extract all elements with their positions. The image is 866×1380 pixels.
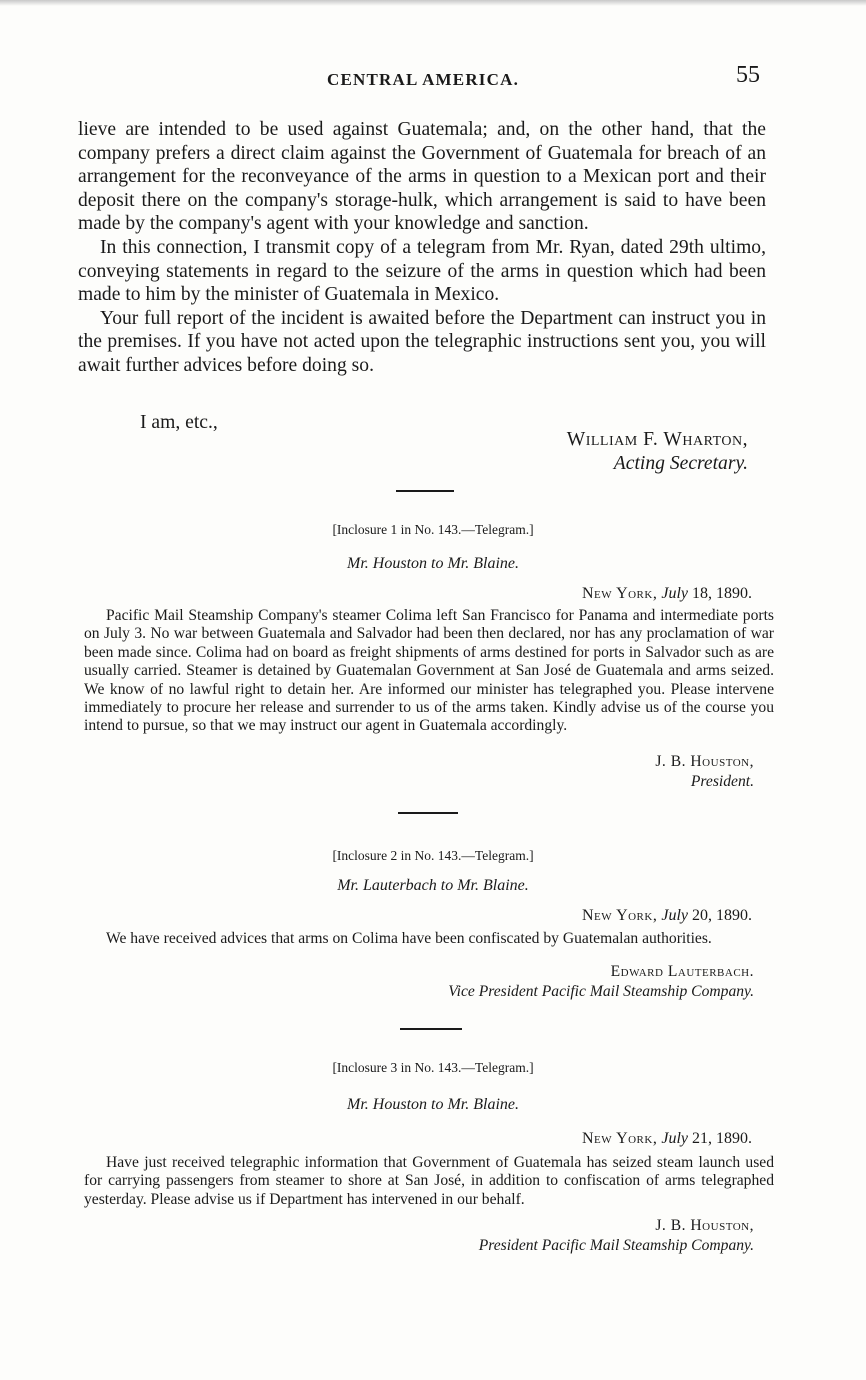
inclosure-1-signature <box>655 752 754 792</box>
signer-name: Edward Lauterbach. <box>610 963 754 980</box>
signer-name: J. B. Houston, <box>655 753 754 770</box>
dateline-place: New York, <box>582 1130 658 1147</box>
section-divider <box>398 812 458 814</box>
signer-title: President Pacific Mail Steamship Company. <box>478 1237 754 1254</box>
inclosure-1-dateline <box>582 585 752 603</box>
inclosure-2-dateline <box>582 907 752 925</box>
letter-signature <box>567 428 748 476</box>
inclosure-3-dateline <box>582 1130 752 1148</box>
letter-body <box>78 118 766 378</box>
signer-title: Vice President Pacific Mail Steamship Company. <box>448 983 754 1000</box>
signer-name: J. B. Houston, <box>655 1217 754 1234</box>
letter-closing: I am, etc., <box>140 412 218 433</box>
signature-title: Acting Secretary. <box>613 453 748 474</box>
dateline-place: New York, <box>582 585 658 602</box>
inclosure-1-label: [Inclosure 1 in No. 143.—Telegram.] <box>332 522 534 537</box>
letter-paragraph-2: In this connection, I transmit copy of a telegram from Mr. Ryan, dated 29th ultimo, conveying statements in regard to the seizure of the arms in question which had been made to him by the minister of Guatemala in Mexico. <box>78 236 766 306</box>
section-divider <box>400 1028 462 1030</box>
dateline-month: July <box>661 585 688 602</box>
inclosure-2-heading: Mr. Lauterbach to Mr. Blaine. <box>337 877 529 894</box>
inclosure-1-heading: Mr. Houston to Mr. Blaine. <box>347 555 519 572</box>
inclosure-2-label: [Inclosure 2 in No. 143.—Telegram.] <box>332 848 534 863</box>
inclosure-3-heading: Mr. Houston to Mr. Blaine. <box>347 1096 519 1113</box>
page-number: 55 <box>736 62 760 88</box>
letter-paragraph-3: Your full report of the incident is awaited before the Department can instruct you in the premises. If you have not acted upon the telegraphic instructions sent you, you will await further advices before doing so. <box>78 307 766 376</box>
running-header <box>78 62 768 96</box>
letter-paragraph-1: lieve are intended to be used against Guatemala; and, on the other hand, that the company prefers a direct claim against the Government of Guatemala for breach of an arrangement for the reconveyance of the arms in question to a Mexican port and their deposit there on the company's storage-hulk, which arrangement is said to have been made by the company's agent with your knowledge and sanction. <box>78 119 766 235</box>
dateline-day-year: 18, 1890. <box>692 585 752 602</box>
section-divider <box>396 490 454 492</box>
page-top-edge <box>0 0 866 6</box>
inclosure-3-label: [Inclosure 3 in No. 143.—Telegram.] <box>332 1060 534 1075</box>
dateline-day-year: 20, 1890. <box>692 907 752 924</box>
inclosure-3-body <box>84 1154 774 1209</box>
signature-name: William F. Wharton, <box>566 429 748 450</box>
dateline-day-year: 21, 1890. <box>692 1130 752 1147</box>
inclosure-2-body <box>84 930 774 948</box>
signer-title: President. <box>690 773 754 790</box>
dateline-month: July <box>661 1130 688 1147</box>
telegram-text: Pacific Mail Steamship Company's steamer Colima left San Francisco for Panama and intermediate ports on July 3. No war between Guatemala and Salvador had been then declared, nor has any proclamation of war been made since. Colima had on board as freight shipments of arms destined for ports in Salvador such as are usually carried. Steamer is detained by Guatemalan Government at San José de Guatemala and arms seized. We know of no lawful right to detain her. Are informed our minister has telegraphed you. Please intervene immediately to procure her release and surrender to us of the arms taken. Kindly advise us of the course you intend to pursue, so that we may instruct our agent in Guatemala accordingly. <box>84 607 774 735</box>
telegram-text: We have received advices that arms on Colima have been confiscated by Guatemalan authorities. <box>106 930 712 947</box>
telegram-text: Have just received telegraphic information that Government of Guatemala has seized steam launch used for carrying passengers from steamer to shore at San José, in addition to confiscation of arms telegraphed yesterday. Please advise us if Department has intervened in our behalf. <box>84 1154 774 1208</box>
dateline-month: July <box>661 907 688 924</box>
dateline-place: New York, <box>582 907 658 924</box>
inclosure-3-signature <box>479 1216 754 1256</box>
running-title: CENTRAL AMERICA. <box>326 70 520 89</box>
inclosure-1-body <box>84 607 774 736</box>
inclosure-2-signature <box>448 962 754 1002</box>
